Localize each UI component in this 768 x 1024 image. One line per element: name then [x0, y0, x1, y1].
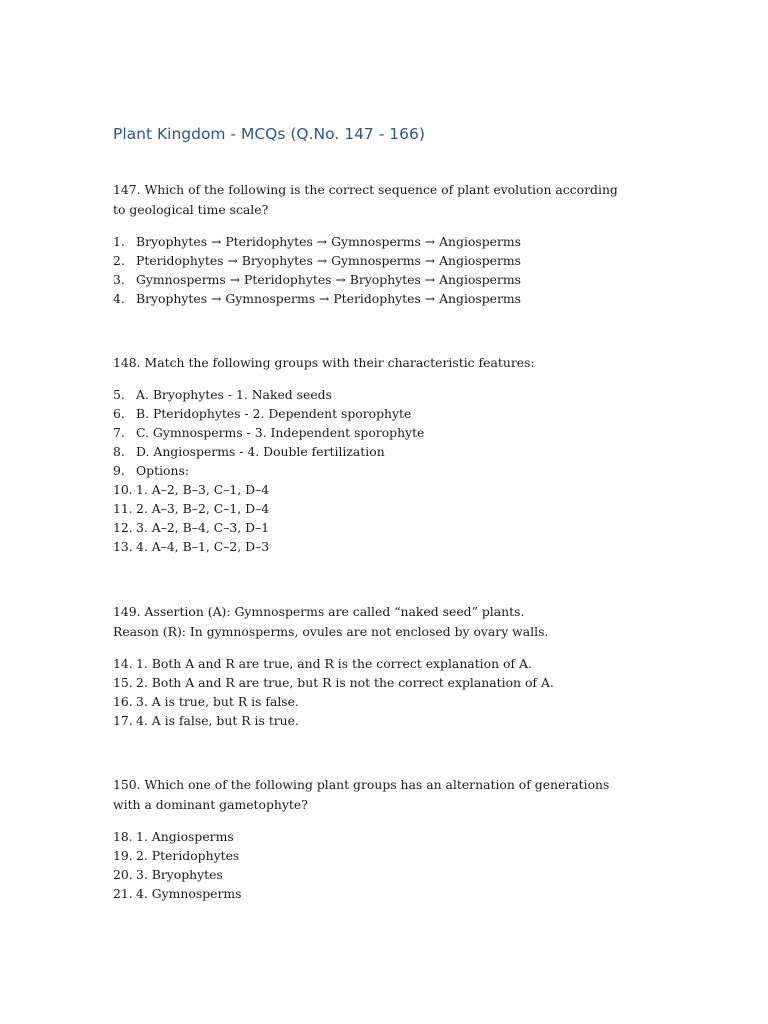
list-item — [113, 442, 424, 461]
list-item — [113, 461, 424, 480]
list-number: 3. — [113, 272, 125, 287]
list-item — [113, 673, 554, 692]
option-text: 4. A–4, B–1, C–2, D–3 — [136, 539, 270, 554]
list-number: 12. — [113, 520, 133, 535]
list-item — [113, 518, 424, 537]
list-item — [113, 270, 521, 289]
option-text: Pteridophytes → Bryophytes → Gymnosperms → Angiosperms — [136, 253, 522, 268]
list-number: 5. — [113, 387, 125, 402]
list-item — [113, 480, 424, 499]
list-number: 1. — [113, 234, 125, 249]
list-number: 19. — [113, 848, 133, 863]
list-item — [113, 385, 424, 404]
options-list-150 — [113, 827, 242, 903]
list-item — [113, 423, 424, 442]
list-item — [113, 251, 521, 270]
list-item — [113, 692, 554, 711]
question-149 — [113, 602, 633, 642]
list-item — [113, 827, 242, 846]
option-text: 4. A is false, but R is true. — [136, 713, 299, 728]
option-text: Bryophytes → Pteridophytes → Gymnosperms → Angiosperms — [136, 234, 522, 249]
option-text: 2. A–3, B–2, C–1, D–4 — [136, 501, 270, 516]
options-list-148 — [113, 385, 424, 556]
option-text: D. Angiosperms - 4. Double fertilization — [136, 444, 385, 459]
list-number: 15. — [113, 675, 133, 690]
list-number: 18. — [113, 829, 133, 844]
list-number: 16. — [113, 694, 133, 709]
list-item — [113, 654, 554, 673]
list-number: 6. — [113, 406, 125, 421]
question-148: 148. Match the following groups with their characteristic features: — [113, 355, 535, 370]
options-list-147 — [113, 232, 521, 308]
list-number: 10. — [113, 482, 133, 497]
option-text: Bryophytes → Gymnosperms → Pteridophytes → Angiosperms — [136, 291, 522, 306]
option-text: 2. Both A and R are true, but R is not the correct explanation of A. — [136, 675, 554, 690]
question-150: 150. Which one of the following plant groups has an alternation of generations with a dominant gametophyte? — [113, 777, 610, 812]
list-item — [113, 289, 521, 308]
list-number: 21. — [113, 886, 133, 901]
list-item — [113, 537, 424, 556]
question-147: 147. Which of the following is the correct sequence of plant evolution according to geological time scale? — [113, 182, 618, 217]
list-number: 2. — [113, 253, 125, 268]
list-number: 9. — [113, 463, 125, 478]
list-number: 8. — [113, 444, 125, 459]
list-number: 4. — [113, 291, 125, 306]
list-number: 7. — [113, 425, 125, 440]
option-text: 1. Angiosperms — [136, 829, 234, 844]
options-list-149 — [113, 654, 554, 730]
list-number: 11. — [113, 501, 133, 516]
reason-text: Reason (R): In gymnosperms, ovules are not enclosed by ovary walls. — [113, 624, 549, 639]
list-item — [113, 846, 242, 865]
option-text: A. Bryophytes - 1. Naked seeds — [136, 387, 332, 402]
assertion-text: 149. Assertion (A): Gymnosperms are called “naked seed” plants. — [113, 604, 525, 619]
option-text: 2. Pteridophytes — [136, 848, 240, 863]
option-text: C. Gymnosperms - 3. Independent sporophyte — [136, 425, 425, 440]
option-text: 1. A–2, B–3, C–1, D–4 — [136, 482, 270, 497]
option-text: 4. Gymnosperms — [136, 886, 242, 901]
option-text: Gymnosperms → Pteridophytes → Bryophytes → Angiosperms — [136, 272, 522, 287]
list-number: 20. — [113, 867, 133, 882]
list-number: 14. — [113, 656, 133, 671]
list-number: 13. — [113, 539, 133, 554]
option-text: B. Pteridophytes - 2. Dependent sporophyte — [136, 406, 412, 421]
option-text: 3. A is true, but R is false. — [136, 694, 299, 709]
list-item — [113, 404, 424, 423]
list-item — [113, 232, 521, 251]
option-text: 3. A–2, B–4, C–3, D–1 — [136, 520, 270, 535]
list-item — [113, 499, 424, 518]
list-item — [113, 865, 242, 884]
list-item — [113, 884, 242, 903]
option-text: Options: — [136, 463, 190, 478]
list-item — [113, 711, 554, 730]
option-text: 3. Bryophytes — [136, 867, 223, 882]
list-number: 17. — [113, 713, 133, 728]
option-text: 1. Both A and R are true, and R is the correct explanation of A. — [136, 656, 532, 671]
page-title: Plant Kingdom - MCQs (Q.No. 147 - 166) — [113, 125, 425, 143]
